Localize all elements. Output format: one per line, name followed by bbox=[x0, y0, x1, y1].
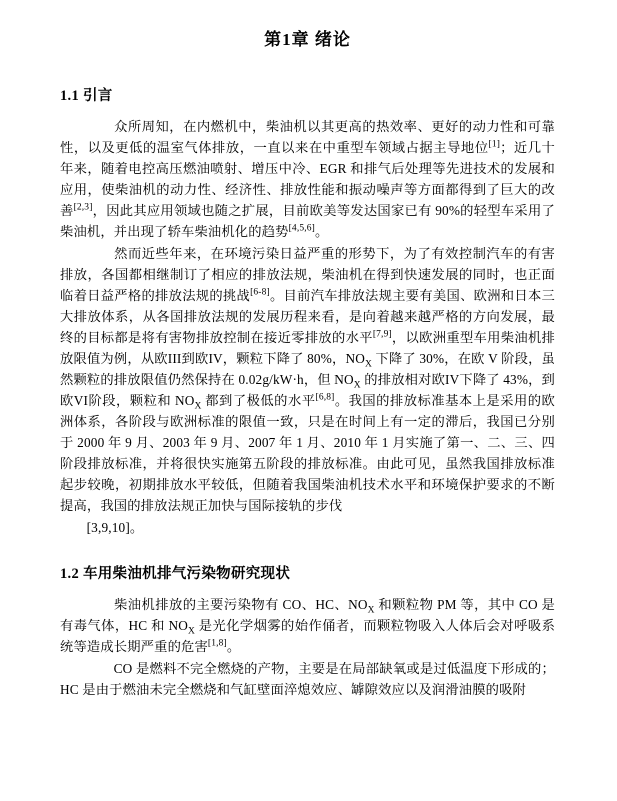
chapter-title: 第1章 绪论 bbox=[264, 30, 351, 49]
paragraph: 众所周知，在内燃机中，柴油机以其更高的热效率、更好的动力性和可靠性，以及更低的温室气体排放，一直以来在中重型车领域占据主导地位[1]；近几十年来，随着电控高压燃油喷射、增压中冷、EGR 和排气后处理等先进技术的发展和应用，使柴油机的动力性、经济性、排放性能和振动噪声等方面都得到了巨大的改善[2,3]，因此其应用领域也随之扩展，目前欧美等发达国家已有 90%的轻型车采用了柴油机，并出现了轿车柴油机化的趋势[4,5,6]。 bbox=[60, 119, 555, 240]
chemical-subscript: X bbox=[194, 401, 202, 412]
citation-ref: [4,5,6] bbox=[288, 223, 315, 234]
citation-ref: [1] bbox=[488, 139, 501, 150]
page-bottom-edge bbox=[0, 793, 617, 801]
citation-ref: [1,8] bbox=[207, 638, 227, 649]
citation-ref: [7,9] bbox=[372, 329, 392, 340]
section-heading-1-2: 1.2 车用柴油机排气污染物研究现状 bbox=[60, 566, 291, 583]
paragraph: CO 是燃料不完全燃烧的产物，主要是在局部缺氧或是过低温度下形成的；HC 是由于燃油未完全燃烧和气缸壁面淬熄效应、罅隙效应以及润滑油膜的吸附 bbox=[60, 661, 555, 698]
chemical-subscript: X bbox=[188, 627, 196, 638]
citation-ref: [6,8] bbox=[315, 392, 335, 403]
citation-ref: [6-8] bbox=[250, 287, 270, 298]
chemical-subscript: X bbox=[353, 380, 361, 391]
chemical-subscript: X bbox=[367, 606, 375, 617]
citation-ref: [2,3] bbox=[73, 202, 93, 213]
paragraph: 然而近些年来，在环境污染日益严重的形势下，为了有效控制汽车的有害排放，各国都相继制订了相应的排放法规，柴油机在得到快速发展的同时，也正面临着日益严格的排放法规的挑战[6-8]。目前汽车排放法规主要有美国、欧洲和日本三大排放体系，从各国排放法规的发展历程来看，是向着越来越严格的方向发展，最终的目标都是将有害物排放控制在接近零排放的水平[7,9]，以欧洲重型车用柴油机排放限值为例，从欧III到欧IV，颗粒下降了 80%，$NO_X$ 下降了 30%，在欧 V 阶段，虽然颗粒的排放限值仍然保持在 0.02g/kW·h，但 $NO_X$ 的排放相对欧IV下降了 43%，到欧VI阶段，颗粒和 $NO_X$ 都到了极低的水平[6,8]。我国的排放标准基本上是采用的欧洲体系，各阶段与欧洲标准的限值一致，只是在时间上有一定的滞后，我国已分别于 2000 年 9 月、2003 年 9 月、2007 年 1 月、2010 年 1 月实施了第一、二、三、四阶段排放标准，并将很快实施第五阶段的排放标准。由此可见，虽然我国排放标准起步较晚，初期排放水平较低，但随着我国柴油机技术水平和环境保护要求的不断提高，我国的排放法规正加快与国际接轨的步伐 bbox=[60, 246, 555, 514]
paragraph-trailing-citation: [3,9,10]。 bbox=[86, 520, 144, 536]
paragraph: 柴油机排放的主要污染物有 CO、HC、$NO_X$ 和颗粒物 PM 等，其中 CO 是有毒气体，HC 和 $NO_X$ 是光化学烟雾的始作俑者，而颗粒物吸入人体后会对呼吸系统等造成长期严重的危害[1,8]。 bbox=[60, 597, 556, 655]
chemical-subscript: X bbox=[364, 359, 372, 370]
section-heading-1-1: 1.1 引言 bbox=[60, 87, 113, 104]
